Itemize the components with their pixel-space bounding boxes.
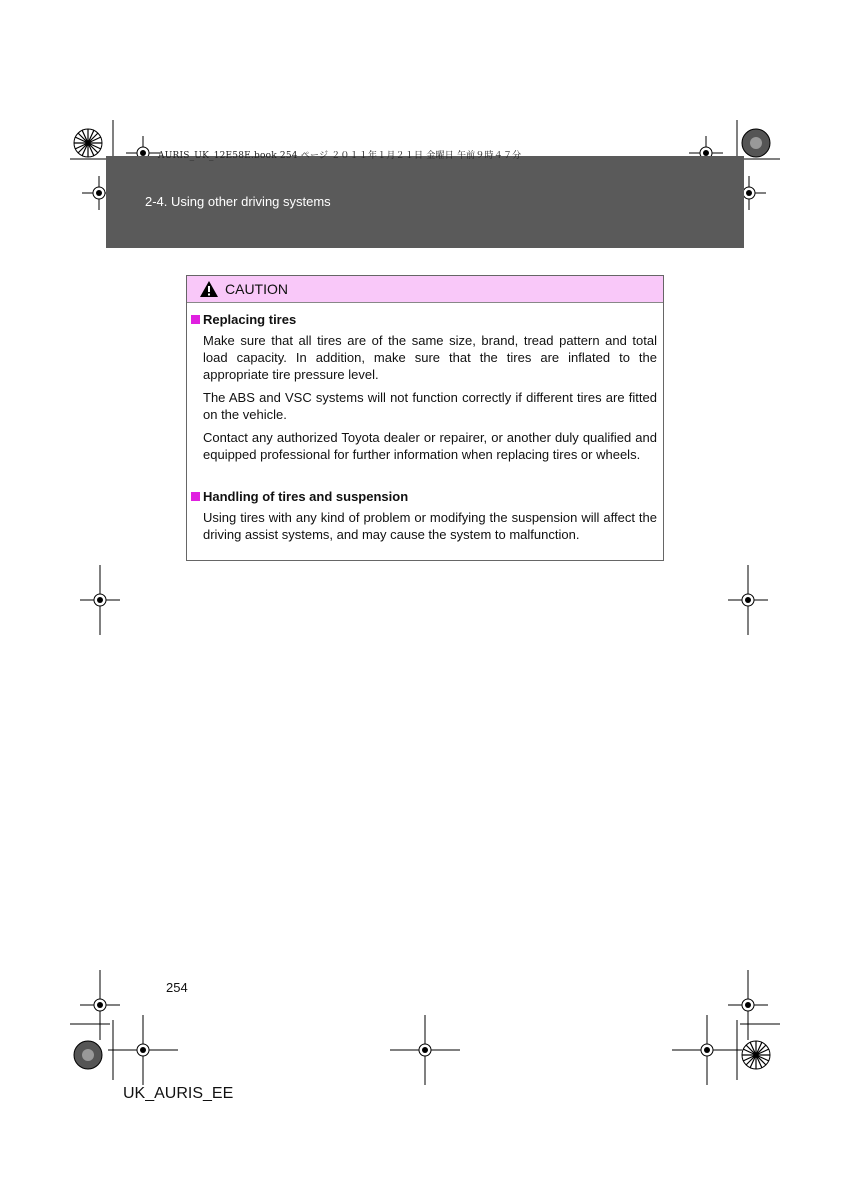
registration-mark-icon bbox=[108, 1015, 178, 1085]
paragraph: Using tires with any kind of problem or modifying the suspension will affect the driving assist systems, and may cause the system to malfunction. bbox=[203, 510, 657, 542]
caution-item bbox=[191, 312, 657, 469]
caution-item bbox=[191, 489, 657, 549]
starburst-icon bbox=[741, 1040, 771, 1070]
print-info-line: AURIS_UK_12E58E.book 254 ページ ２０１１年１月２１日 金曜日 午前９時４７分 bbox=[158, 151, 522, 161]
item-title-text: Replacing tires bbox=[203, 312, 297, 327]
footer-code: UK_AURIS_EE bbox=[123, 1085, 234, 1102]
item-title-text: Handling of tires and suspension bbox=[203, 489, 409, 504]
starburst-icon bbox=[73, 128, 103, 158]
caution-label: CAUTION bbox=[225, 281, 288, 297]
square-bullet-icon bbox=[191, 315, 200, 324]
square-bullet-icon bbox=[191, 492, 200, 501]
warning-triangle-icon bbox=[199, 280, 219, 298]
registration-mark-icon bbox=[728, 565, 768, 635]
section-title: 2-4. Using other driving systems bbox=[145, 194, 331, 209]
item-title bbox=[191, 489, 657, 504]
starburst-icon bbox=[741, 128, 771, 158]
paragraph: Contact any authorized Toyota dealer or repairer, or another duly qualified and equipped professional for further information when replacing tires or wheels. bbox=[203, 430, 657, 462]
page-number: 254 bbox=[166, 980, 188, 995]
item-title bbox=[191, 312, 657, 327]
registration-mark-icon bbox=[672, 1015, 742, 1085]
registration-mark-icon bbox=[390, 1015, 460, 1085]
paragraph: The ABS and VSC systems will not function correctly if different tires are fitted on the vehicle. bbox=[203, 390, 657, 422]
caution-header bbox=[187, 276, 663, 303]
starburst-icon bbox=[73, 1040, 103, 1070]
registration-mark-icon bbox=[80, 565, 120, 635]
caution-box bbox=[186, 275, 664, 561]
paragraph: Make sure that all tires are of the same size, brand, tread pattern and total load capacity. In addition, make sure that the tires are inflated to the appropriate tire pressure level. bbox=[203, 333, 657, 382]
